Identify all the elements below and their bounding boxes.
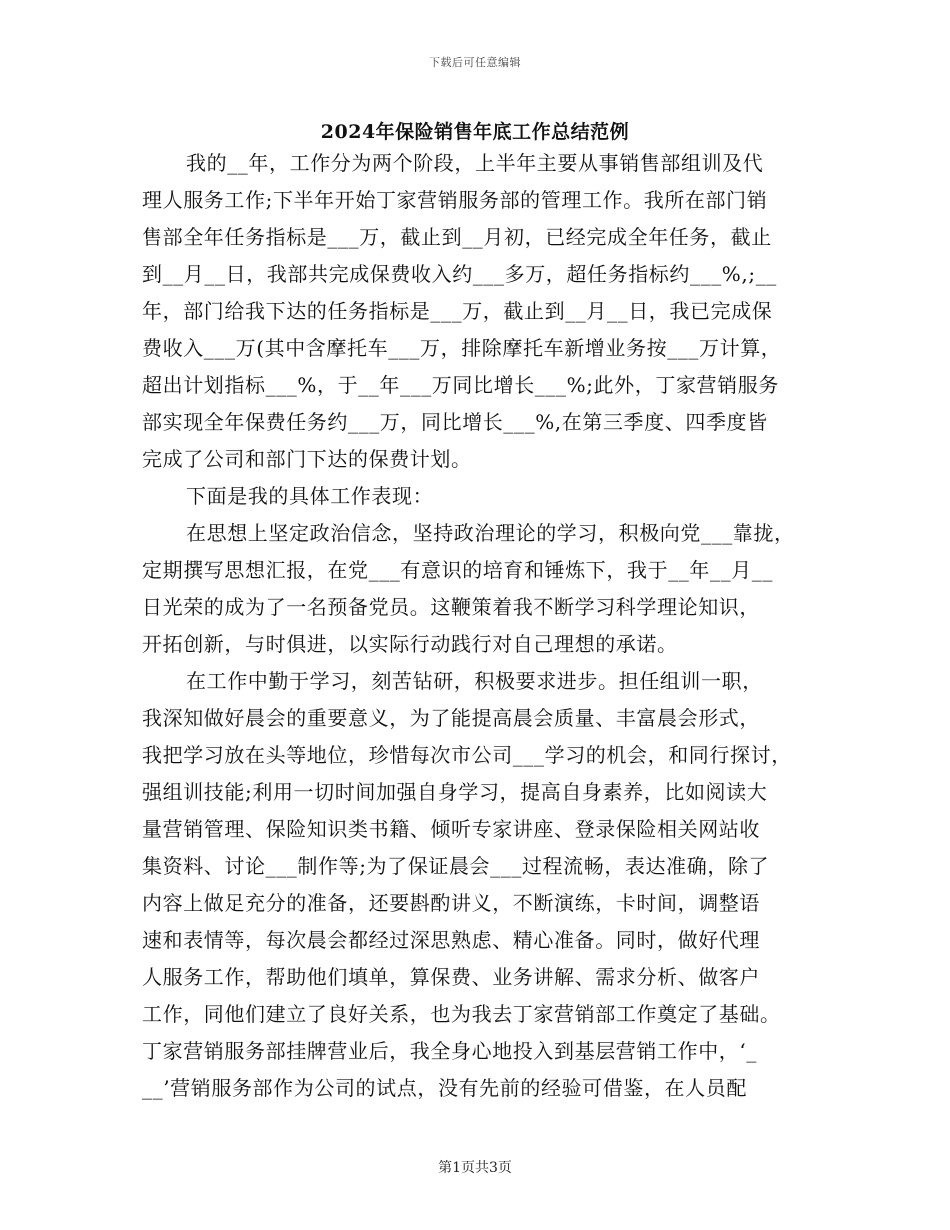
body-line: __’营销服务部作为公司的试点，没有先前的经验可借鉴，在人员配 <box>142 1076 747 1100</box>
body-line: 开拓创新，与时俱进，以实际行动践行对自己理想的承诺。 <box>142 632 678 656</box>
body-line: 速和表情等，每次晨会都经过深思熟虑、精心准备。同时，做好代理 <box>142 928 760 952</box>
body-line: 我把学习放在头等地位，珍惜每次市公司___学习的机会，和同行探讨， <box>142 743 792 767</box>
body-line: 我的__年，工作分为两个阶段，上半年主要从事销售部组训及代 <box>186 151 764 175</box>
document-title: 2024年保险销售年底工作总结范例 <box>320 121 630 143</box>
body-line: 内容上做足充分的准备，还要斟酌讲义，不断演练，卡时间，调整语 <box>142 891 760 915</box>
body-line: 我深知做好晨会的重要意义，为了能提高晨会质量、丰富晨会形式， <box>142 706 760 730</box>
body-line: 在思想上坚定政治信念，坚持政治理论的学习，积极向党___靠拢， <box>186 521 795 545</box>
body-line: 年，部门给我下达的任务指标是___万，截止到__月__日，我已完成保 <box>142 299 773 323</box>
body-line: 部实现全年保费任务约___万，同比增长___%,在第三季度、四季度皆 <box>142 410 768 434</box>
page-footer: 第1页共3页 <box>438 1160 512 1176</box>
body-line: 售部全年任务指标是___万，截止到__月初，已经完成全年任务，截止 <box>142 225 772 249</box>
body-line: 人服务工作，帮助他们填单，算保费、业务讲解、需求分析、做客户 <box>142 965 760 989</box>
body-line: 工作，同他们建立了良好关系，也为我去丁家营销部工作奠定了基础。 <box>142 1002 781 1026</box>
body-line: 超出计划指标___%，于__年___万同比增长___%;此外，丁家营销服务 <box>142 373 779 397</box>
body-line: 到__月__日，我部共完成保费收入约___多万，超任务指标约___%,;__ <box>142 262 777 286</box>
body-line: 定期撰写思想汇报，在党___有意识的培育和锤炼下，我于__年__月__ <box>142 558 773 582</box>
body-line: 强组训技能;利用一切时间加强自身学习，提高自身素养，比如阅读大 <box>142 780 768 804</box>
body-line: 集资料、讨论___制作等;为了保证晨会___过程流畅，表达准确，除了 <box>142 854 770 878</box>
body-line: 量营销管理、保险知识类书籍、倾听专家讲座、登录保险相关网站收 <box>142 817 760 841</box>
body-line: 日光荣的成为了一名预备党员。这鞭策着我不断学习科学理论知识， <box>142 595 760 619</box>
header-note: 下载后可任意编辑 <box>429 56 521 69</box>
body-line: 费收入___万(其中含摩托车___万，排除摩托车新增业务按___万计算， <box>142 336 782 360</box>
body-line: 理人服务工作;下半年开始丁家营销服务部的管理工作。我所在部门销 <box>142 188 768 212</box>
body-line: 完成了公司和部门下达的保费计划。 <box>142 447 472 471</box>
body-line: 丁家营销服务部挂牌营业后，我全身心地投入到基层营销工作中，‘_ <box>142 1039 757 1063</box>
body-line: 下面是我的具体工作表现： <box>186 484 434 508</box>
body-line: 在工作中勤于学习，刻苦钻研，积极要求进步。担任组训一职， <box>186 669 763 693</box>
